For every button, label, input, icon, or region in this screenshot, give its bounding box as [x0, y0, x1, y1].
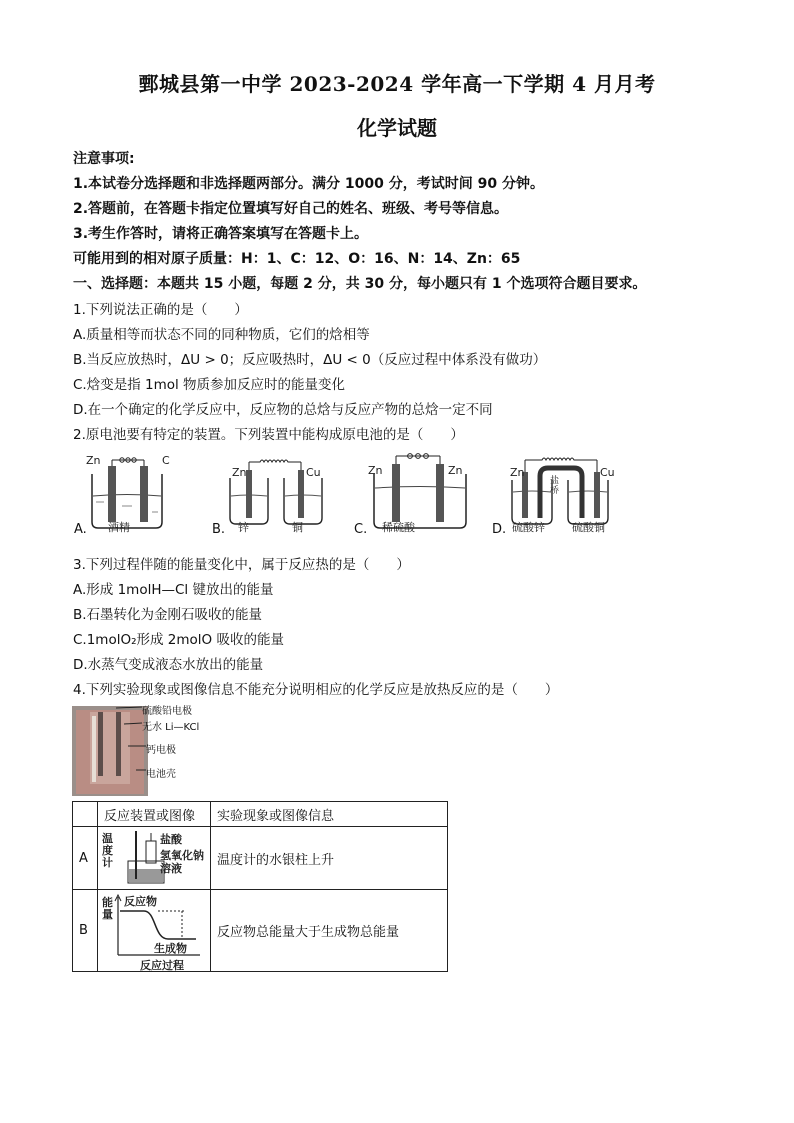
battery-label-calcium: 钙电极 [146, 745, 176, 756]
figure-c-apparatus [364, 452, 476, 537]
figure-a-left-electrode: Zn [86, 454, 101, 467]
question-3-option-b: B.石墨转化为金刚石吸收的能量 [73, 607, 263, 623]
table-row-info: 温度计的水银柱上升 [211, 827, 448, 890]
figure-a-caption: 酒精 [108, 521, 130, 534]
figure-b-letter: B. [212, 522, 226, 537]
figure-a-letter: A. [74, 522, 87, 537]
product-label: 生成物 [154, 941, 187, 955]
figure-c-caption: 稀硫酸 [382, 521, 415, 534]
figure-c-letter: C. [354, 522, 368, 537]
question-1-option-c: C.焓变是指 1mol 物质参加反应时的能量变化 [73, 377, 346, 393]
table-row-info: 反应物总能量大于生成物总能量 [211, 890, 448, 972]
question-3-option-d: D.水蒸气变成液态水放出的能量 [73, 657, 264, 673]
figure-b-left-electrode: Zn [232, 466, 247, 479]
question-1-option-d: D.在一个确定的化学反应中，反应物的总焓与反应产物的总焓一定不同 [73, 402, 493, 418]
battery-leader-lines [110, 700, 150, 780]
table-row-figure [98, 827, 211, 890]
figure-c-left-electrode: Zn [368, 464, 383, 477]
thermometer-label: 温度计 [102, 832, 113, 869]
question-1-option-a: A.质量相等而状态不同的同种物质，它们的焓相等 [73, 327, 370, 343]
question-3-option-a: A.形成 1molH—Cl 键放出的能量 [73, 582, 274, 598]
energy-axis-label: 能量 [102, 895, 113, 921]
energy-diagram-figure [98, 891, 210, 971]
question-3-option-c: C.1molO₂形成 2molO 吸收的能量 [73, 632, 284, 648]
table-row-letter: A [73, 827, 98, 890]
table-row [73, 827, 448, 890]
figure-d-caption-left: 硫酸锌 [512, 521, 545, 534]
table-header-cell: 实验现象或图像信息 [211, 802, 448, 827]
exam-subtitle: 化学试题 [357, 116, 437, 140]
reactant-label: 反应物 [124, 894, 157, 908]
table-row-figure [98, 890, 211, 972]
figure-d-caption-right: 硫酸铜 [572, 521, 605, 534]
figure-d-letter: D. [492, 522, 507, 537]
figure-d-left-electrode: Zn [510, 466, 525, 479]
note-item: 1.本试卷分选择题和非选择题两部分。满分 1000 分，考试时间 90 分钟。 [73, 176, 545, 192]
notes-heading: 注意事项: [73, 151, 135, 167]
section-heading: 一、选择题：本题共 15 小题，每题 2 分，共 30 分，每小题只有 1 个选项符合题目要求。 [73, 276, 647, 292]
figure-b-caption-left: 锌 [238, 521, 249, 534]
note-item: 3.考生作答时，请将正确答案填写在答题卡上。 [73, 226, 369, 242]
battery-label-lead-sulfate: 硫酸铅电极 [142, 706, 192, 717]
question-1-stem: 1.下列说法正确的是（ ） [73, 302, 248, 318]
question-4-table [72, 801, 448, 972]
question-1-option-b: B.当反应放热时，ΔU > 0；反应吸热时，ΔU < 0（反应过程中体系没有做功） [73, 352, 547, 368]
table-header-cell: 反应装置或图像 [98, 802, 211, 827]
figure-d-salt-bridge-label: 盐桥 [550, 476, 560, 496]
figure-c-right-electrode: Zn [448, 464, 463, 477]
reaction-progress-label: 反应过程 [140, 958, 184, 972]
atomic-mass-line: 可能用到的相对原子质量：H：1、C：12、O：16、N：14、Zn：65 [73, 251, 521, 267]
figure-b-right-electrode: Cu [306, 466, 321, 479]
battery-label-electrolyte: 无水 Li—KCl [142, 722, 200, 733]
table-row [73, 890, 448, 972]
note-item: 2.答题前，在答题卡指定位置填写好自己的姓名、班级、考号等信息。 [73, 201, 509, 217]
figure-a-right-electrode: C [162, 454, 170, 467]
exam-title: 鄄城县第一中学 2023-2024 学年高一下学期 4 月月考 [138, 72, 656, 96]
figure-d-right-electrode: Cu [600, 466, 615, 479]
question-4-stem: 4.下列实验现象或图像信息不能充分说明相应的化学反应是放热反应的是（ ） [73, 682, 559, 698]
question-2-stem: 2.原电池要有特定的装置。下列装置中能构成原电池的是（ ） [73, 427, 464, 443]
table-header-cell [73, 802, 98, 827]
table-header-row [73, 802, 448, 827]
figure-b-caption-right: 铜 [292, 521, 303, 534]
battery-label-shell: 电池壳 [146, 769, 176, 780]
table-row-letter: B [73, 890, 98, 972]
sodium-hydroxide-label: 氢氧化钠溶液 [160, 849, 204, 875]
question-3-stem: 3.下列过程伴随的能量变化中，属于反应热的是（ ） [73, 557, 410, 573]
neutralization-figure [98, 827, 210, 889]
hydrochloric-acid-label: 盐酸 [160, 833, 182, 846]
